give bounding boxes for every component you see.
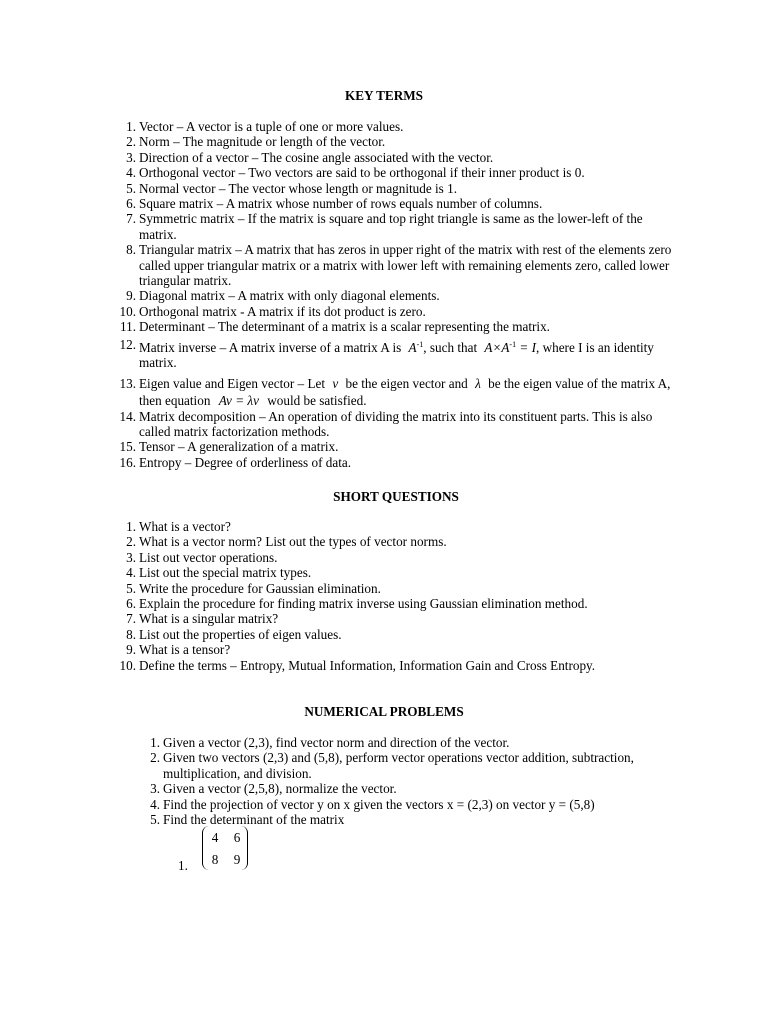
question-item [114, 611, 684, 626]
question-item [114, 642, 684, 657]
short-questions-heading: SHORT QUESTIONS [333, 489, 459, 504]
item-number: 11. [120, 319, 136, 335]
item-number: 8. [126, 242, 136, 258]
item-text: , such that [423, 339, 478, 355]
item-number: 3. [150, 781, 160, 797]
item-text: Normal vector – The vector whose length or magnitude is 1. [139, 180, 458, 196]
key-term-item [114, 304, 674, 319]
item-number: 5. [126, 180, 136, 196]
item-number: 3. [126, 149, 136, 165]
item-number: 4. [126, 165, 136, 181]
item-number: 10. [119, 657, 136, 673]
item-text: , where I is an identity matrix. [139, 339, 654, 371]
item-text: What is a singular matrix? [139, 611, 279, 627]
item-text: Explain the procedure for finding matrix inverse using Gaussian elimination method. [139, 596, 588, 612]
matrix-cell: 6 [233, 830, 241, 845]
item-text: Write the procedure for Gaussian elimination. [139, 580, 381, 596]
short-questions-list [114, 519, 684, 673]
item-text: Orthogonal vector – Two vectors are said to be orthogonal if their inner product is 0. [139, 165, 585, 181]
key-term-item [114, 181, 674, 196]
item-text: be the eigen value of the matrix A, then equation [139, 375, 671, 408]
problem-item [138, 797, 683, 812]
question-item [114, 596, 684, 611]
question-item [114, 581, 684, 596]
key-term-item [114, 211, 674, 242]
item-text: Eigen value and Eigen vector – Let [139, 375, 326, 391]
question-item [114, 627, 684, 642]
item-text: Given two vectors (2,3) and (5,8), perform vector operations vector addition, subtraction, multiplication, and division. [163, 750, 634, 781]
key-term-item [114, 439, 674, 454]
item-text: would be satisfied. [267, 392, 367, 408]
item-number: 12. [119, 336, 136, 352]
item-number: 13. [119, 375, 136, 391]
question-item [114, 519, 684, 534]
math-identity-equation: $A\times A^{-1} = I$ [484, 339, 536, 355]
item-text: Given a vector (2,5,8), normalize the vector. [163, 781, 397, 797]
item-text: What is a tensor? [139, 642, 231, 658]
item-text: Find the determinant of the matrix [163, 812, 345, 828]
item-number: 7. [126, 211, 136, 227]
item-number: 4. [150, 796, 160, 812]
key-term-item [114, 455, 674, 470]
key-terms-heading: KEY TERMS [344, 88, 424, 103]
item-text: Direction of a vector – The cosine angle associated with the vector. [139, 149, 494, 165]
key-term-item [114, 196, 674, 211]
item-text: Vector – A vector is a tuple of one or more values. [139, 119, 404, 134]
item-number: 10. [119, 303, 136, 319]
item-number: 9. [126, 642, 136, 658]
matrix-cell: 8 [211, 852, 219, 867]
key-term-item [114, 150, 674, 165]
key-term-item-matrix-inverse [114, 337, 674, 371]
item-number: 5. [126, 580, 136, 596]
key-term-item [114, 409, 674, 440]
item-number: 5. [150, 812, 160, 828]
problem-item [138, 735, 683, 750]
item-text: Square matrix – A matrix whose number of rows equals number of columns. [139, 196, 543, 212]
item-number: 8. [126, 626, 136, 642]
key-term-item [114, 134, 674, 149]
item-number: 7. [126, 611, 136, 627]
key-term-item [114, 319, 674, 334]
question-item [114, 550, 684, 565]
key-term-item [114, 165, 674, 180]
problem-item [138, 781, 683, 796]
item-text: Diagonal matrix – A matrix with only diagonal elements. [139, 288, 440, 304]
math-lambda: λ [475, 375, 481, 391]
math-v: v [332, 375, 339, 391]
matrix-cell: 9 [233, 852, 241, 867]
item-text: List out vector operations. [139, 549, 278, 565]
item-text: be the eigen vector and [345, 375, 468, 391]
item-text: Triangular matrix – A matrix that has zeros in upper right of the matrix with rest of the elements zero called upper triangular matrix or a matrix with lower left with remaining elements zero, called lower triangular matrix. [139, 242, 672, 289]
key-terms-list [114, 119, 674, 470]
item-text: List out the properties of eigen values. [139, 626, 342, 642]
matrix-cell: 4 [211, 830, 219, 845]
key-term-item [114, 288, 674, 303]
item-number: 4. [126, 565, 136, 581]
item-number: 15. [119, 439, 136, 455]
item-text: Matrix decomposition – An operation of dividing the matrix into its constituent parts. This is also called matrix factorization methods. [139, 408, 653, 439]
key-term-item [114, 242, 674, 288]
item-text: Orthogonal matrix - A matrix if its dot product is zero. [139, 303, 426, 319]
question-item [114, 658, 684, 673]
item-text: Symmetric matrix – If the matrix is square and top right triangle is same as the lower-left of the matrix. [139, 211, 643, 242]
key-term-item [114, 119, 674, 134]
item-number: 3. [126, 549, 136, 565]
numerical-problems-heading: NUMERICAL PROBLEMS [304, 704, 464, 719]
item-number: 9. [126, 288, 136, 304]
math-eigen-equation: Av = λv [218, 392, 259, 408]
problem-item [138, 750, 683, 781]
item-text: What is a vector? [139, 519, 231, 534]
item-text: Matrix inverse – A matrix inverse of a matrix A is [139, 339, 402, 355]
item-number: 6. [126, 596, 136, 612]
item-text: Find the projection of vector y on x given the vectors x = (2,3) on vector y = (5,8) [163, 796, 595, 812]
key-term-item-eigen [114, 375, 674, 409]
item-text: Norm – The magnitude or length of the vector. [139, 134, 386, 150]
matrix-2x2 [202, 826, 248, 870]
item-text: Tensor – A generalization of a matrix. [139, 439, 339, 455]
item-number: 2. [126, 534, 136, 550]
item-number: 1. [126, 119, 136, 134]
item-text: Entropy – Degree of orderliness of data. [139, 454, 352, 470]
item-text: What is a vector norm? List out the types of vector norms. [139, 534, 447, 550]
item-number: 2. [126, 134, 136, 150]
numerical-problems-list [138, 735, 683, 827]
item-number: 16. [119, 454, 136, 470]
question-item [114, 565, 684, 580]
item-text: Define the terms – Entropy, Mutual Information, Information Gain and Cross Entropy. [139, 657, 596, 673]
item-number: 14. [119, 408, 136, 424]
item-text: List out the special matrix types. [139, 565, 312, 581]
sub-item-number: 1. [178, 858, 188, 873]
item-number: 1. [150, 735, 160, 750]
math-a-inverse: $A^{-1}$ [408, 339, 424, 355]
item-number: 2. [150, 750, 160, 766]
question-item [114, 534, 684, 549]
item-text: Given a vector (2,3), find vector norm and direction of the vector. [163, 735, 510, 750]
item-number: 6. [126, 196, 136, 212]
item-text: Determinant – The determinant of a matrix is a scalar representing the matrix. [139, 319, 550, 335]
item-number: 1. [126, 519, 136, 534]
